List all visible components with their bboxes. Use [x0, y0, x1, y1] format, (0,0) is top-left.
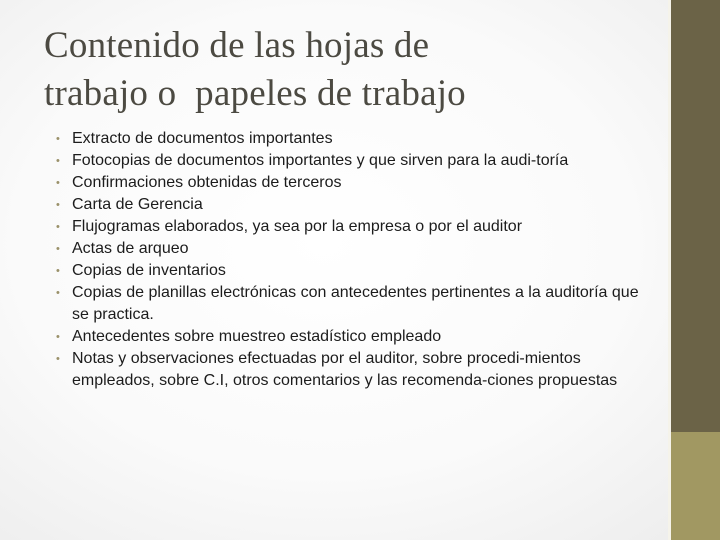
bullet-icon: • [56, 221, 60, 233]
bullet-icon: • [56, 353, 60, 365]
list-item-text: Confirmaciones obtenidas de terceros [72, 174, 342, 191]
list-item-text: Fotocopias de documentos importantes y que sirven para la audi-toría [72, 152, 569, 169]
bullet-icon: • [56, 331, 60, 343]
list-item [56, 150, 646, 172]
bullet-list [56, 128, 646, 392]
bullet-icon: • [56, 287, 60, 299]
side-stripe [668, 0, 720, 540]
bullet-icon: • [56, 177, 60, 189]
list-item-text: Copias de inventarios [72, 262, 226, 279]
list-item-text: Actas de arqueo [72, 240, 189, 257]
bullet-icon: • [56, 243, 60, 255]
list-item [56, 282, 646, 326]
list-item-text: Extracto de documentos importantes [72, 130, 333, 147]
list-item [56, 238, 646, 260]
bullet-icon: • [56, 133, 60, 145]
list-item [56, 216, 646, 238]
list-item-text: Flujogramas elaborados, ya sea por la empresa o por el auditor [72, 218, 523, 235]
list-item-text: Notas y observaciones efectuadas por el auditor, sobre procedi-mientos empleados, sobre C.I, otros comentarios y las recomenda-ciones propuestas [72, 350, 618, 389]
list-item-text: Copias de planillas electrónicas con antecedentes pertinentes a la auditoría que se practica. [72, 284, 639, 323]
slide-content [56, 128, 646, 392]
list-item [56, 128, 646, 150]
list-item [56, 326, 646, 348]
list-item [56, 172, 646, 194]
list-item [56, 260, 646, 282]
bullet-icon: • [56, 199, 60, 211]
slide-title: Contenido de las hojas de trabajo o papeles de trabajo [44, 25, 466, 114]
bullet-icon: • [56, 155, 60, 167]
list-item-text: Carta de Gerencia [72, 196, 203, 213]
list-item [56, 348, 646, 392]
list-item [56, 194, 646, 216]
list-item-text: Antecedentes sobre muestreo estadístico empleado [72, 328, 442, 345]
bullet-icon: • [56, 265, 60, 277]
stripe-accent-block [671, 432, 720, 540]
